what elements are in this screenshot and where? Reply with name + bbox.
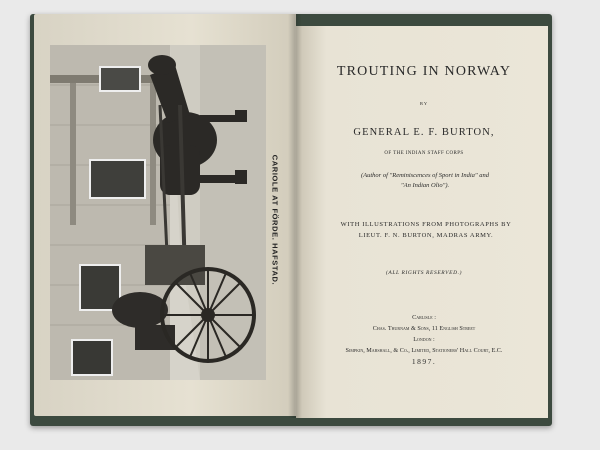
author-credits-line-2: "An Indian Olio"). xyxy=(400,182,450,189)
illustrations-credit xyxy=(320,219,532,241)
author-credits-line-1: (Author of "Reminiscences of Sport in India" and xyxy=(360,172,490,179)
imprint-place-1: Carlisle : xyxy=(412,314,436,321)
by-line: BY xyxy=(419,101,429,106)
illustrations-line-2: LIEUT. F. N. BURTON, MADRAS ARMY. xyxy=(358,232,494,239)
imprint xyxy=(300,312,548,356)
imprint-place-2: London : xyxy=(413,336,435,343)
imprint-publisher-2: Simpkin, Marshall, & Co., Limited, Stationers' Hall Court, E.C. xyxy=(345,347,503,354)
book-title: TROUTING IN NORWAY xyxy=(336,64,512,79)
author-credits xyxy=(340,171,510,191)
frontispiece-photo xyxy=(50,45,266,380)
photo-caption xyxy=(263,70,287,370)
imprint-publisher-1: Chas. Thurnam & Sons, 11 English Street xyxy=(372,325,476,332)
author-name: GENERAL E. F. BURTON, xyxy=(353,127,495,138)
photo-caption-text: CARIOLE AT FÖRDE. HAFSTAD. xyxy=(270,154,280,286)
publication-year: 1897. xyxy=(411,357,437,366)
rights-notice: (ALL RIGHTS RESERVED.) xyxy=(385,270,463,276)
photo-illustration xyxy=(50,45,266,380)
illustrations-line-1: WITH ILLUSTRATIONS FROM PHOTOGRAPHS BY xyxy=(340,221,512,228)
author-corps: OF THE INDIAN STAFF CORPS xyxy=(384,151,464,156)
